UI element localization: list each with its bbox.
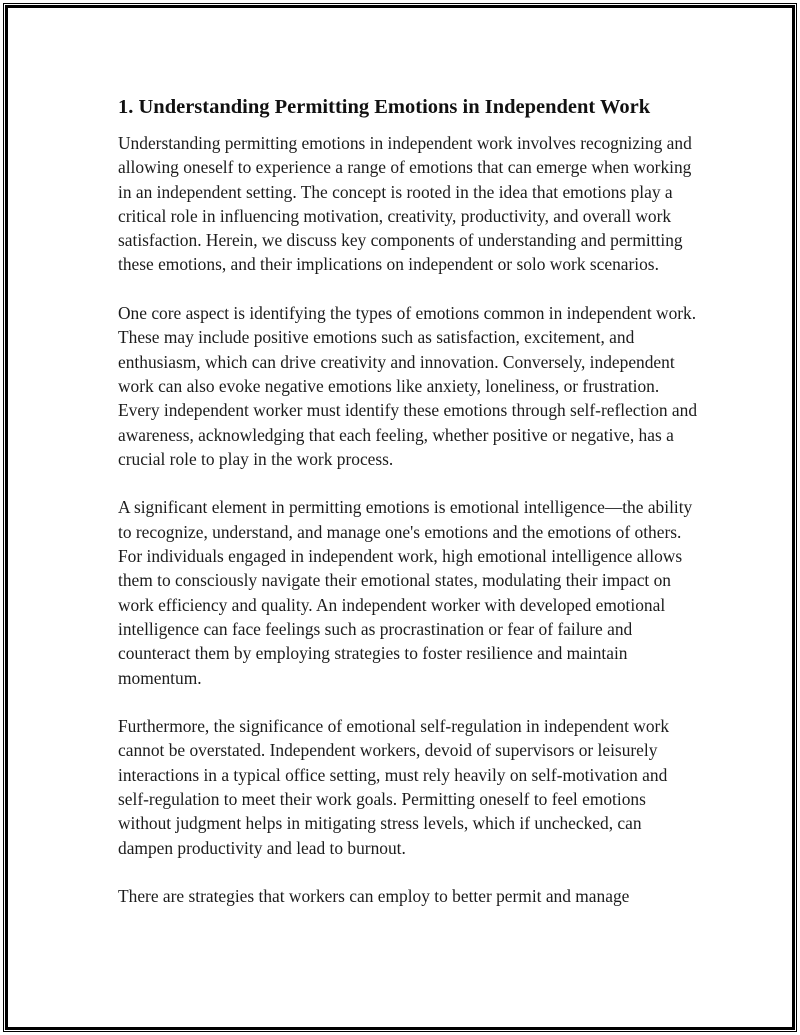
- paragraph: One core aspect is identifying the types of emotions common in independent work. These may include positive emotions such as satisfaction, excitement, and enthusiasm, which can drive creativity and innovation. Conversely, independent work can also evoke negative emotions like anxiety, loneliness, or frustration. Every independent worker must identify these emotions through self-reflection and awareness, acknowledging that each feeling, whether positive or negative, has a crucial role to play in the work process.: [118, 303, 698, 469]
- paragraph: There are strategies that workers can employ to better permit and manage: [118, 886, 630, 907]
- document-body: [118, 94, 698, 933]
- paragraph: A significant element in permitting emotions is emotional intelligence—the ability to recognize, understand, and manage one's emotions and the emotions of others. For individuals engaged in independent work, high emotional intelligence allows them to consciously navigate their emotional states, modulating their impact on work efficiency and quality. An independent worker with developed emotional intelligence can face feelings such as procrastination or fear of failure and counteract them by employing strategies to foster resilience and maintain momentum.: [118, 497, 693, 688]
- paragraph: Understanding permitting emotions in independent work involves recognizing and allowing oneself to experience a range of emotions that can emerge when working in an independent setting. The concept is rooted in the idea that emotions play a critical role in influencing motivation, creativity, productivity, and overall work satisfaction. Herein, we discuss key components of understanding and permitting these emotions, and their implications on independent or solo work scenarios.: [118, 133, 692, 275]
- section-heading: 1. Understanding Permitting Emotions in Independent Work: [118, 96, 651, 118]
- paragraph: Furthermore, the significance of emotional self-regulation in independent work cannot be overstated. Independent workers, devoid of supervisors or leisurely interactions in a typical office setting, must rely heavily on self-motivation and self-regulation to meet their work goals. Permitting oneself to feel emotions without judgment helps in mitigating stress levels, which if unchecked, can dampen productivity and lead to burnout.: [118, 716, 670, 858]
